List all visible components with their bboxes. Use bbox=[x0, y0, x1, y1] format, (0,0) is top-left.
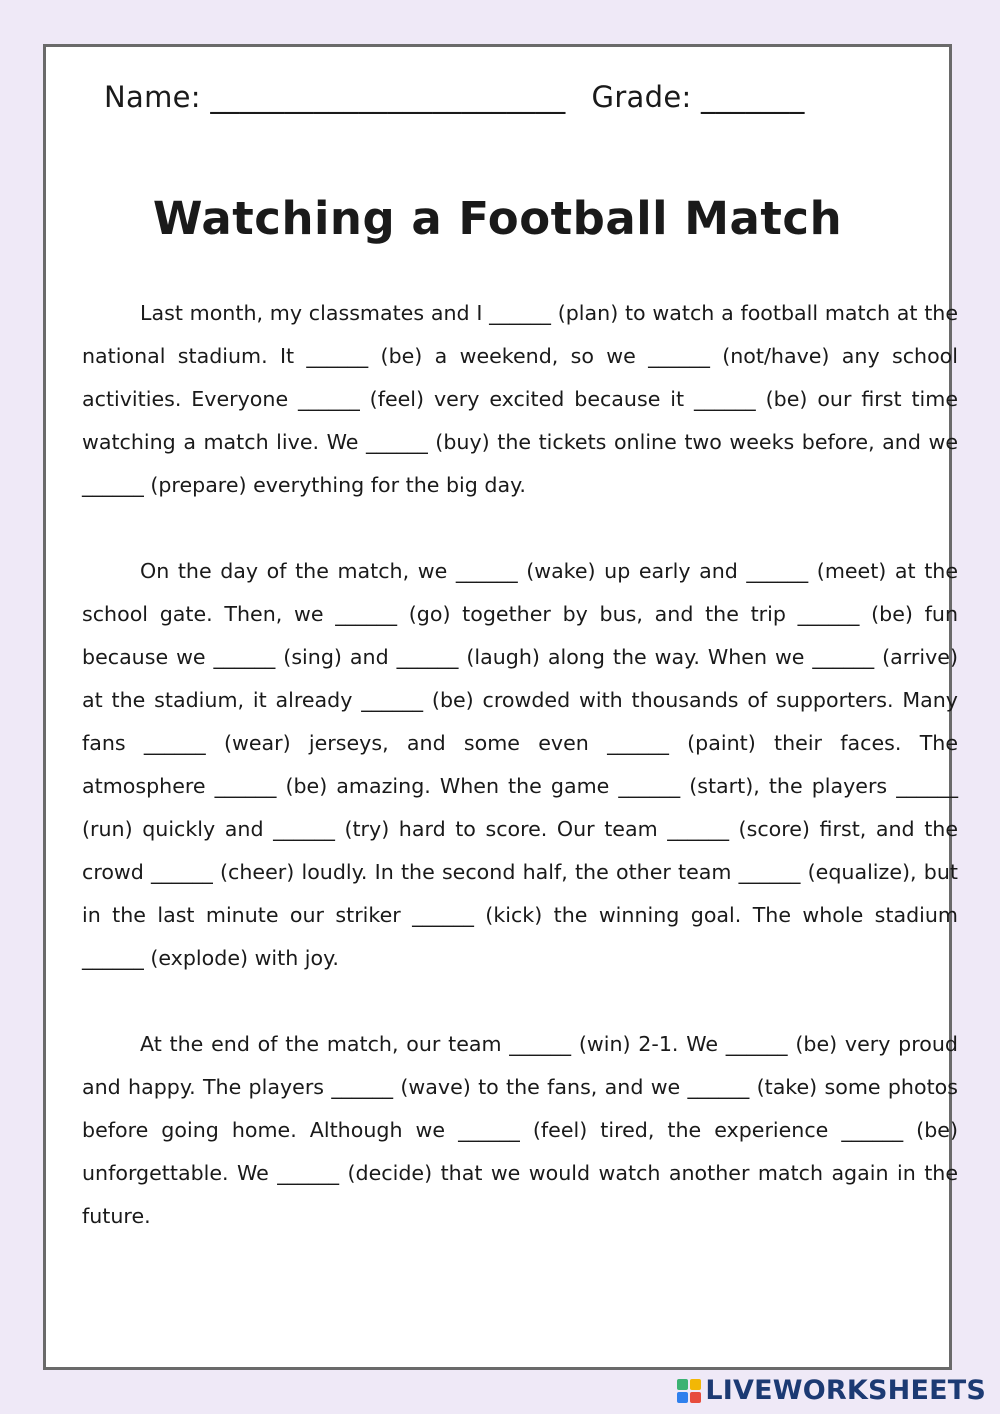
story-text bbox=[82, 292, 958, 1238]
name-field-label[interactable]: Name: ________________________ bbox=[104, 80, 566, 114]
worksheet-title: Watching a Football Match bbox=[152, 192, 843, 245]
brand-text: LIVEWORKSHEETS bbox=[705, 1375, 986, 1406]
student-info-line bbox=[104, 80, 904, 114]
story-paragraph-3: At the end of the match, our team ______ (win) 2-1. We ______ (be) very proud and happy. The players ______ (wave) to the fans, and we ______ (take) some photos before going home. Although we ______ (feel) tired, the experience ______ (be) unforgettable. We ______ (decide) that we would watch another match again in the future. bbox=[82, 1032, 958, 1228]
liveworksheets-logo-icon bbox=[677, 1379, 701, 1403]
liveworksheets-brand[interactable] bbox=[677, 1375, 986, 1406]
story-paragraph-1: Last month, my classmates and I ______ (plan) to watch a football match at the national stadium. It ______ (be) a weekend, so we ______ (not/have) any school activities. Everyone ______ (feel) very excited because it ______ (be) our first time watching a match live. We ______ (buy) the tickets online two weeks before, and we ______ (prepare) everything for the big day. bbox=[82, 301, 958, 497]
story-paragraph-2: On the day of the match, we ______ (wake) up early and ______ (meet) at the school gate. Then, we ______ (go) together by bus, and the trip ______ (be) fun because we ______ (sing) and ______ (laugh) along the way. When we ______ (arrive) at the stadium, it already ______ (be) crowded with thousands of supporters. Many fans ______ (wear) jerseys, and some even ______ (paint) their faces. The atmosphere ______ (be) amazing. When the game ______ (start), the players ______ (run) quickly and ______ (try) hard to score. Our team ______ (score) first, and the crowd ______ (cheer) loudly. In the second half, the other team ______ (equalize), but in the last minute our striker ______ (kick) the winning goal. The whole stadium ______ (explode) with joy. bbox=[82, 559, 958, 970]
grade-field-label[interactable]: Grade: _______ bbox=[591, 80, 805, 114]
